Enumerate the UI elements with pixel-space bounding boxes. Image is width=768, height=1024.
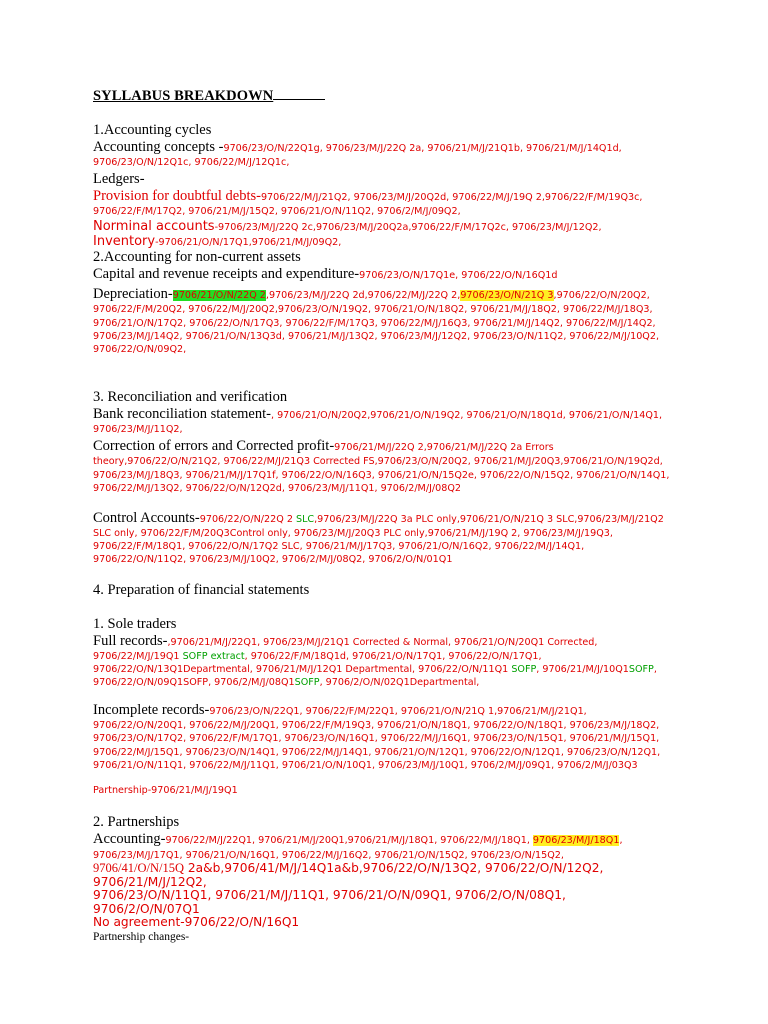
partnership-accounting-label: Accounting-	[93, 831, 166, 848]
full-records-label: Full records-	[93, 632, 168, 649]
full-sofp-tag-2: SOFP	[511, 663, 537, 675]
inventory-label: Inventory	[93, 234, 156, 250]
acc-refs-b: , 9706/23/M/J/17Q1, 9706/21/O/N/16Q1, 9706/22/M/J/16Q2, 9706/21/O/N/15Q2, 9706/23/O/N/15Q2,	[93, 835, 623, 861]
partnerships-heading: 2. Partnerships	[93, 814, 180, 831]
document-page	[93, 88, 673, 944]
provision-entry	[93, 188, 673, 217]
incomplete-records-label: Incomplete records-	[93, 702, 210, 719]
capital-entry	[93, 266, 673, 282]
control-refs-b: ,9706/23/M/J/22Q 3a PLC only,9706/21/O/N/21Q 3 SLC,9706/23/M/J/21Q2 SLC only, 9706/22/F/M/20Q3Control only, 9706/23/M/J/20Q3 PLC only,9706/21/M/J/19Q 2, 9706/23/M/J/19Q3, 9706/22/F/M/18Q1, 9706/22/O/N/17Q2 SLC, 9706/21/M/J/17Q3, 9706/21/O/N/16Q2, 9706/22/M/J/14Q1, 9706/22/O/N/11Q2, 9706/23/M/J/10Q2, 9706/2/M/J/08Q2, 9706/2/O/N/01Q1	[93, 514, 664, 566]
acc-refs-c: 2a&b,9706/41/M/J/14Q1a&b,9706/22/O/N/13Q2, 9706/22/O/N/12Q2, 9706/21/M/J/12Q2,	[93, 861, 604, 889]
full-refs-e: , 9706/2/O/N/02Q1Departmental,	[319, 677, 480, 689]
acc-refs-d: 9706/23/O/N/11Q1, 9706/21/M/J/11Q1, 9706/21/O/N/09Q1, 9706/2/O/N/08Q1, 9706/2/O/N/07Q1	[93, 888, 566, 916]
depreciation-refs-rest: ,9706/22/O/N/20Q2, 9706/22/F/M/20Q2, 9706/22/M/J/20Q2,9706/23/O/N/19Q2, 9706/21/O/N/18Q2, 9706/21/M/J/18Q2, 9706/22/M/J/18Q3, 9706/21/O/N/17Q2, 9706/22/O/N/17Q3, 9706/22/F/M/17Q3, 9706/22/M/J/16Q3, 9706/21/M/J/14Q2, 9706/22/M/J/14Q2, 9706/23/M/J/14Q2, 9706/21/O/N/13Q3d, 9706/21/M/J/13Q2, 9706/23/M/J/12Q2, 9706/23/O/N/11Q2, 9706/22/M/J/10Q2, 9706/22/O/N/09Q2,	[93, 290, 660, 356]
provision-refs: 9706/22/M/J/21Q2, 9706/23/M/J/20Q2d, 9706/22/M/J/19Q 2,9706/22/F/M/19Q3c, 9706/22/F/M/17Q2, 9706/21/M/J/15Q2, 9706/21/O/N/11Q2, 9706/2/M/J/09Q2,	[93, 192, 643, 218]
accounting-concepts-entry	[93, 139, 673, 168]
control-accounts-entry	[93, 510, 673, 566]
depreciation-refs-mid: ,9706/23/M/J/22Q 2d,9706/22/M/J/22Q 2,	[265, 290, 461, 302]
full-refs-d: , 9706/22/O/N/09Q1SOFP, 9706/2/M/J/08Q1	[93, 663, 657, 689]
depreciation-label: Depreciation-	[93, 286, 173, 303]
full-sofp-tag-3: SOFP	[628, 663, 654, 675]
bank-reconciliation-label: Bank reconciliation statement-	[93, 406, 271, 423]
control-accounts-label: Control Accounts-	[93, 510, 200, 527]
provision-label: Provision for doubtful debts-	[93, 188, 261, 205]
nominal-label: Norminal accounts	[93, 219, 215, 235]
partnership-accounting-entry	[93, 831, 673, 889]
bank-reconciliation-refs: , 9706/21/O/N/20Q2,9706/21/O/N/19Q2, 9706/21/O/N/18Q1d, 9706/21/O/N/14Q1, 9706/23/M/J/11Q2,	[93, 410, 663, 436]
incomplete-records-refs: 9706/23/O/N/22Q1, 9706/22/F/M/22Q1, 9706/21/O/N/21Q 1,9706/21/M/J/21Q1, 9706/22/O/N/20Q1, 9706/22/M/J/20Q1, 9706/22/F/M/19Q3, 9706/21/O/N/18Q1, 9706/22/O/N/18Q1, 9706/23/M/J/18Q2, 9706/23/O/N/17Q2, 9706/22/F/M/17Q1, 9706/23/O/N/16Q1, 9706/22/M/J/16Q1, 9706/23/O/N/15Q1, 9706/21/M/J/15Q1, 9706/22/M/J/15Q1, 9706/23/O/N/14Q1, 9706/22/M/J/14Q1, 9706/21/O/N/12Q1, 9706/22/O/N/12Q1, 9706/23/O/N/12Q1, 9706/21/O/N/11Q1, 9706/22/M/J/11Q1, 9706/21/O/N/10Q1, 9706/23/M/J/10Q1, 9706/2/M/J/09Q1, 9706/2/M/J/03Q3	[93, 706, 661, 771]
inventory-refs: -9706/21/O/N/17Q1,9706/21/M/J/09Q2,	[155, 237, 342, 249]
page-title: SYLLABUS BREAKDOWN	[93, 88, 673, 105]
full-sofp-extract-tag: SOFP extract	[182, 650, 245, 662]
depreciation-highlight-green: 9706/21/O/N/22Q 2	[172, 290, 266, 302]
sole-traders-heading: 1. Sole traders	[93, 615, 177, 632]
partnership-line: Partnership-9706/21/M/J/19Q1	[93, 785, 238, 797]
nominal-refs: -9706/23/M/J/22Q 2c,9706/23/M/J/20Q2a,9706/22/F/M/17Q2c, 9706/23/M/J/12Q2,	[214, 222, 602, 234]
accounting-concepts-label: Accounting concepts -	[93, 139, 224, 155]
section-2-heading: 2.Accounting for non-current assets	[93, 249, 301, 266]
incomplete-records-entry	[93, 702, 673, 771]
correction-errors-label: Correction of errors and Corrected profit-	[93, 438, 335, 455]
acc-refs-a: 9706/22/M/J/22Q1, 9706/21/M/J/20Q1,9706/21/M/J/18Q1, 9706/22/M/J/18Q1,	[165, 835, 533, 847]
capital-label: Capital and revenue receipts and expenditure-	[93, 266, 360, 283]
depreciation-highlight-yellow: 9706/23/O/N/21Q 3	[460, 290, 554, 302]
section-1-heading: 1.Accounting cycles	[93, 122, 212, 138]
full-refs-a: ,9706/21/M/J/22Q1, 9706/23/M/J/21Q1 Corrected & Normal, 9706/21/O/N/20Q1 Corrected, 9706/22/M/J/19Q1	[93, 636, 598, 662]
acc-serif-ref: 9706/41/O/N/15Q	[93, 861, 184, 876]
title-underline-pad	[273, 98, 325, 100]
ledgers-label: Ledgers-	[93, 171, 145, 188]
correction-errors-refs: 9706/21/M/J/22Q 2,9706/21/M/J/22Q 2a Errors theory,9706/22/O/N/21Q2, 9706/22/M/J/21Q3 Corrected FS,9706/23/O/N/20Q2, 9706/21/M/J/20Q3,9706/21/O/N/19Q2d, 9706/23/M/J/18Q3, 9706/21/M/J/17Q1f, 9706/22/O/N/16Q3, 9706/21/O/N/15Q2e, 9706/22/O/N/15Q2, 9706/21/O/N/14Q1, 9706/22/M/J/13Q2, 9706/22/O/N/12Q2d, 9706/23/M/J/11Q1, 9706/2/M/J/08Q2	[93, 442, 670, 494]
acc-highlight-yellow: 9706/23/M/J/18Q1	[532, 835, 620, 847]
inventory-entry	[93, 234, 673, 249]
full-refs-b: , 9706/22/F/M/18Q1d, 9706/21/O/N/17Q1, 9706/22/O/N/17Q1, 9706/22/O/N/13Q1Departmental, 9706/21/M/J/12Q1 Departmental, 9706/22/O/N/11Q1	[93, 650, 542, 675]
bank-reconciliation-entry	[93, 406, 673, 435]
correction-errors-entry	[93, 438, 673, 494]
full-refs-c: , 9706/21/M/J/10Q1	[536, 663, 629, 675]
section-4-heading: 4. Preparation of financial statements	[93, 581, 310, 598]
partnership-changes-label: Partnership changes-	[93, 930, 190, 943]
control-refs-a: 9706/22/O/N/22Q 2	[199, 514, 296, 526]
accounting-concepts-refs: 9706/23/O/N/22Q1g, 9706/23/M/J/22Q 2a, 9706/21/M/J/21Q1b, 9706/21/M/J/14Q1d, 9706/23/O/N/12Q1c, 9706/22/M/J/12Q1c,	[93, 143, 622, 168]
depreciation-entry	[93, 286, 673, 355]
control-slc-tag: SLC	[295, 514, 315, 526]
full-sofp-tag-4: SOFP	[294, 677, 320, 689]
full-records-entry	[93, 633, 673, 689]
capital-refs: 9706/23/O/N/17Q1e, 9706/22/O/N/16Q1d	[359, 270, 558, 282]
section-3-heading: 3. Reconciliation and verification	[93, 389, 288, 406]
no-agreement-line: No agreement-9706/22/O/N/16Q1	[93, 915, 300, 930]
nominal-entry	[93, 219, 673, 234]
